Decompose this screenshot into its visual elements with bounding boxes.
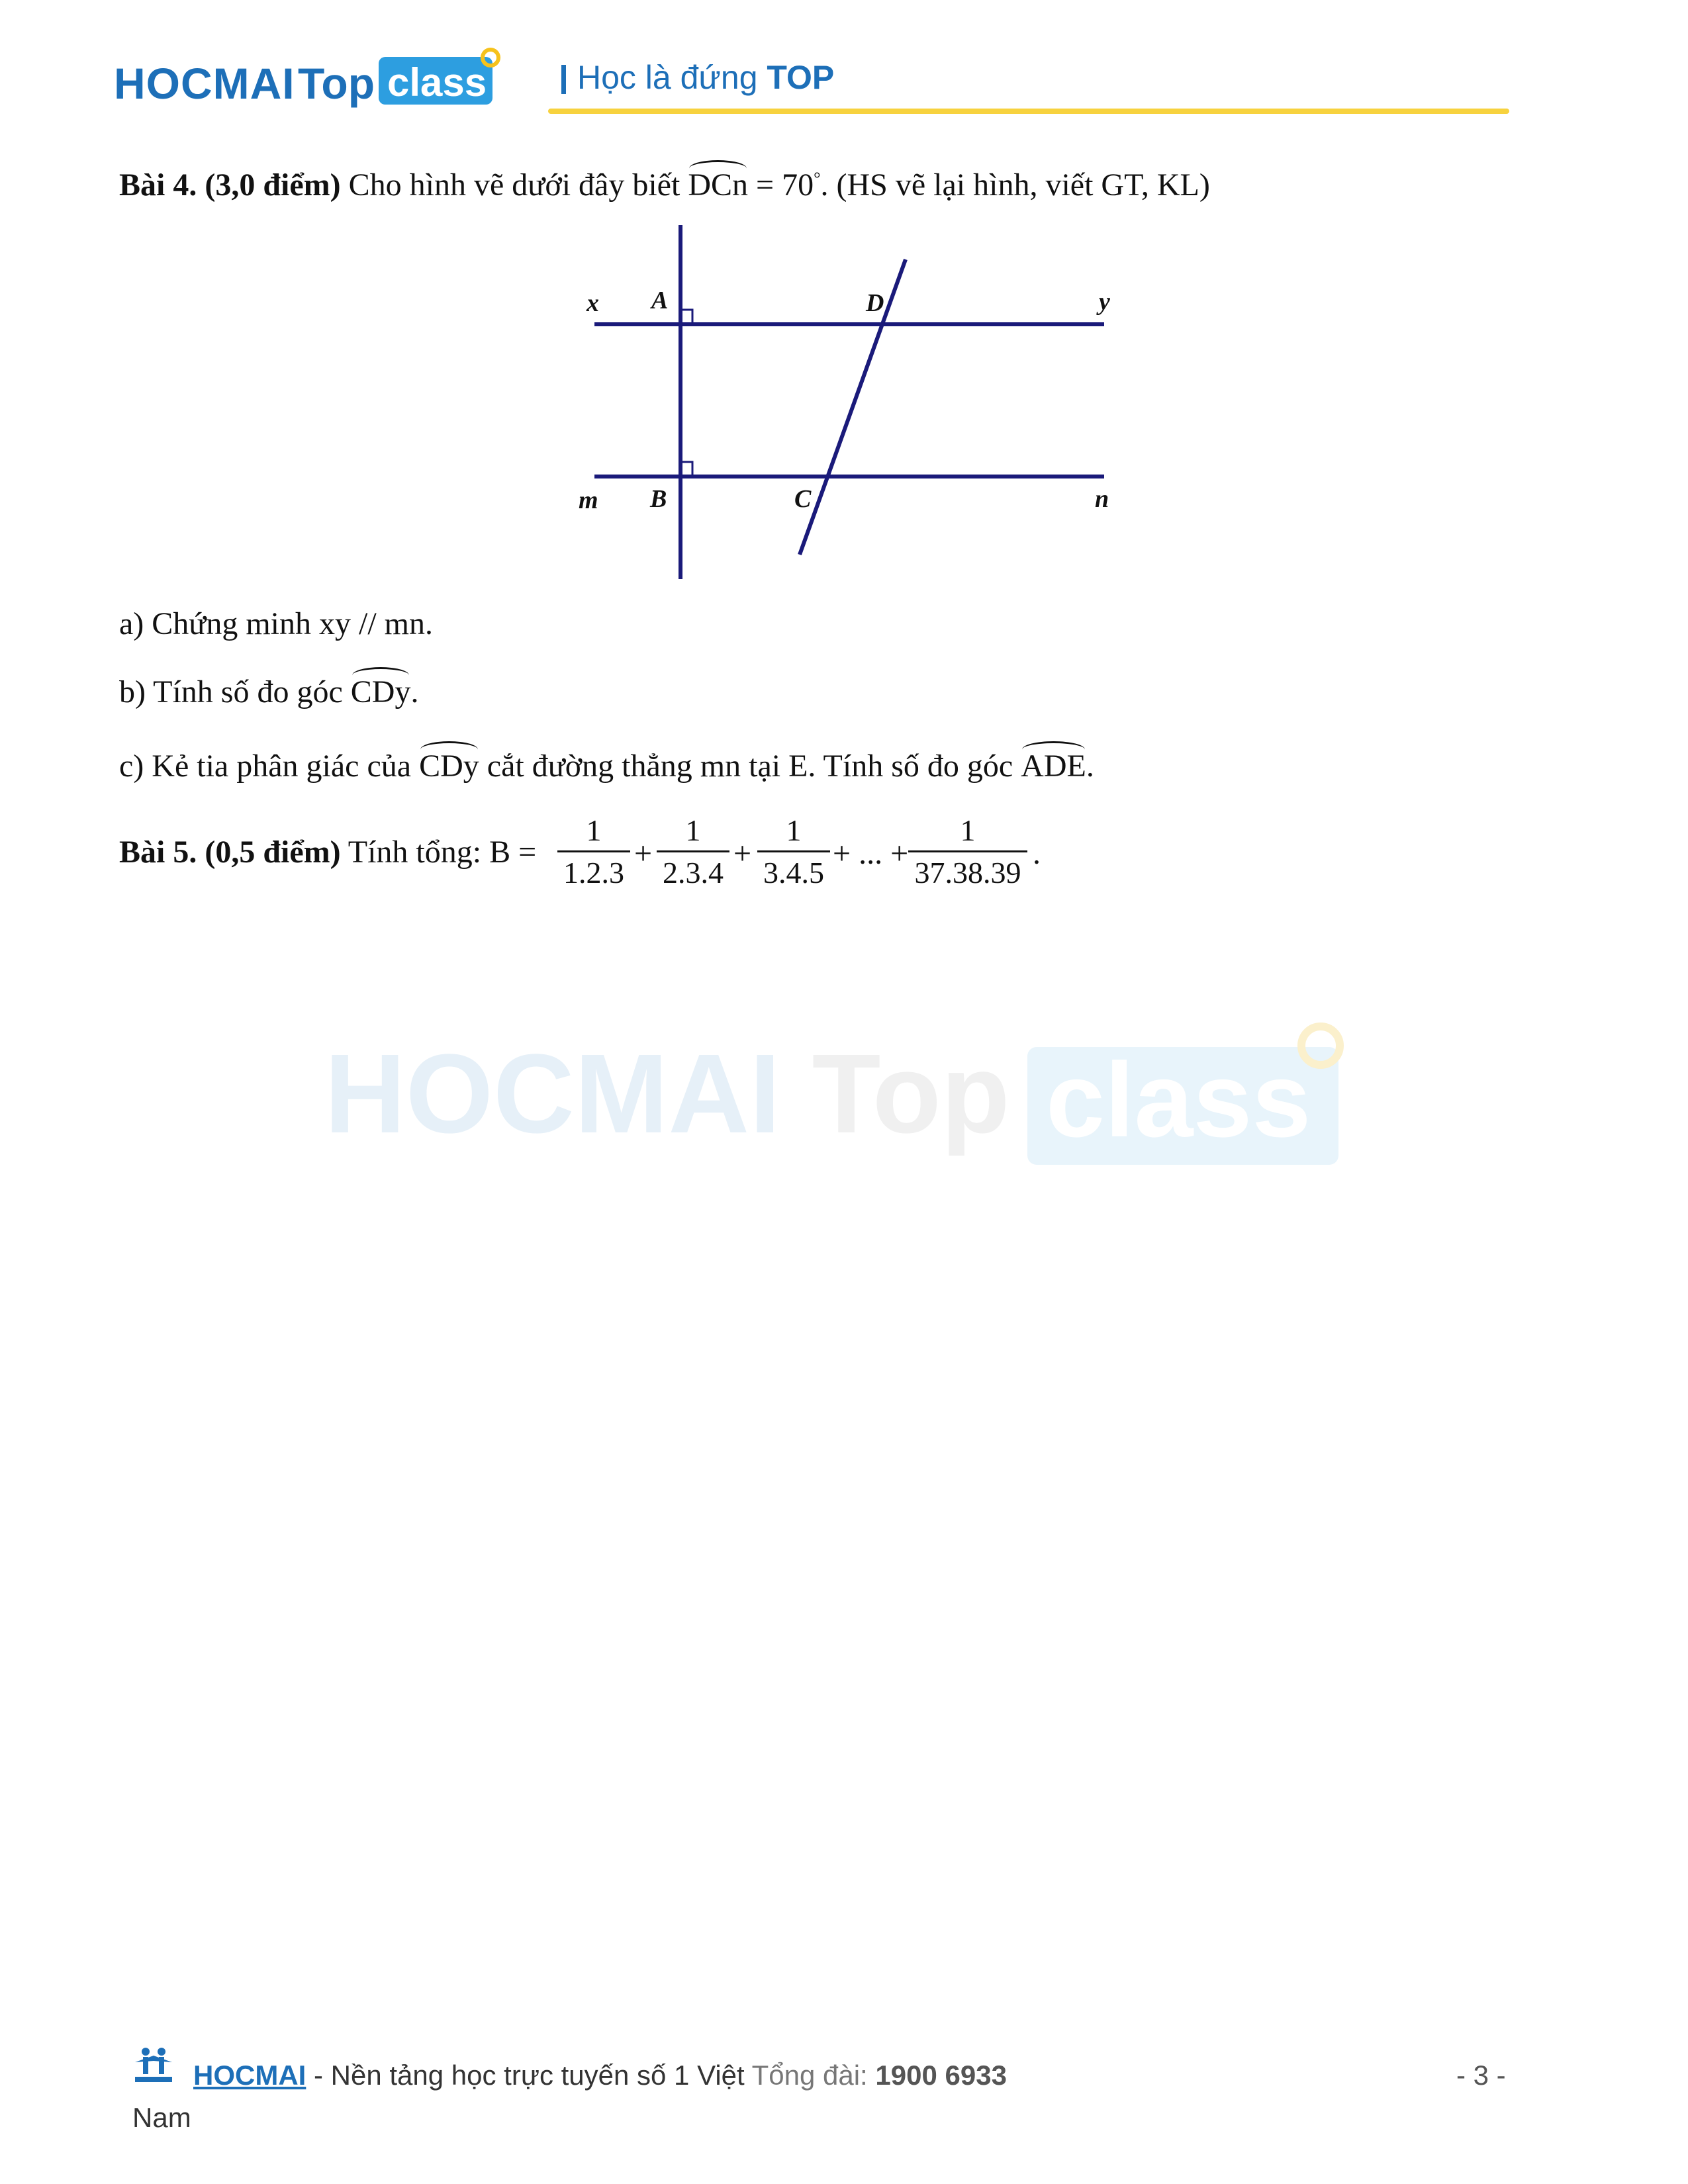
part-c-mid: cắt đường thẳng mn tại E. Tính số đo góc bbox=[479, 749, 1021, 784]
logo-hocmai: HOCMAI bbox=[114, 59, 295, 108]
slogan-text: Học là đứng bbox=[577, 59, 767, 96]
watermark-logo bbox=[324, 1029, 1010, 1159]
part-c-angle-ade: ADE bbox=[1021, 749, 1086, 784]
bai5-label: Bài 5. (0,5 điểm) bbox=[119, 835, 341, 870]
part-c-angle-cdy: CDy bbox=[419, 749, 479, 784]
label-d: D bbox=[866, 289, 884, 317]
fraction-4 bbox=[908, 813, 1027, 890]
watermark-hocmai: HOCMAI bbox=[324, 1031, 781, 1157]
label-x: x bbox=[586, 289, 599, 317]
fraction-1-num: 1 bbox=[557, 813, 630, 852]
part-b-angle: CDy bbox=[350, 674, 411, 709]
slogan-divider bbox=[561, 65, 566, 94]
footer-hotline: 1900 6933 bbox=[875, 2060, 1007, 2091]
bai4-eq: = 70 bbox=[748, 167, 814, 203]
part-c-prefix: c) Kẻ tia phân giác của bbox=[119, 749, 420, 784]
footer-hotline-label: Tổng đài: bbox=[751, 2060, 876, 2091]
label-a: A bbox=[651, 287, 669, 314]
watermark-top: Top bbox=[812, 1031, 1010, 1157]
bai5-end: . bbox=[1033, 836, 1041, 871]
plus-2: + bbox=[733, 836, 752, 871]
fraction-2 bbox=[657, 813, 729, 890]
fraction-1-den: 1.2.3 bbox=[563, 856, 624, 889]
bai4-label: Bài 4. (3,0 điểm) bbox=[119, 167, 341, 203]
part-c-suffix: . bbox=[1086, 749, 1094, 784]
fraction-2-den: 2.3.4 bbox=[663, 856, 724, 889]
logo-class: class bbox=[387, 60, 487, 105]
label-n: n bbox=[1095, 485, 1109, 513]
watermark-sun-icon bbox=[1297, 1023, 1344, 1069]
plus-dots: + ... + bbox=[833, 836, 909, 871]
bai4-heading bbox=[119, 167, 1210, 203]
slogan bbox=[577, 58, 834, 97]
footer-text: - Nền tảng học trực tuyến số 1 Việt bbox=[306, 2060, 752, 2091]
fraction-4-den: 37.38.39 bbox=[914, 856, 1021, 889]
label-b: B bbox=[650, 485, 667, 513]
footer-line-2: Nam bbox=[132, 2102, 191, 2133]
fraction-4-num: 1 bbox=[908, 813, 1027, 852]
fraction-3-num: 1 bbox=[757, 813, 830, 852]
bai5-intro: Tính tổng: B = bbox=[340, 835, 537, 870]
header-underline bbox=[548, 109, 1509, 114]
logo-top: Top bbox=[298, 59, 375, 108]
bai4-part-a: a) Chứng minh xy // mn. bbox=[119, 606, 433, 641]
bai4-angle-dcn: DCn bbox=[688, 167, 748, 203]
geometry-figure bbox=[569, 218, 1152, 589]
label-y: y bbox=[1099, 288, 1110, 316]
hocmai-footer-icon bbox=[132, 2046, 176, 2086]
label-c: C bbox=[794, 485, 812, 513]
bai4-part-c bbox=[119, 748, 1094, 784]
fraction-3-den: 3.4.5 bbox=[763, 856, 824, 889]
footer-line bbox=[193, 2060, 1007, 2091]
bai4-part-b bbox=[119, 674, 418, 710]
bai4-deg: ° bbox=[814, 169, 821, 188]
fraction-1 bbox=[557, 813, 630, 890]
logo-sun-icon bbox=[481, 48, 500, 68]
fraction-3 bbox=[757, 813, 830, 890]
footer-brand-link[interactable]: HOCMAI bbox=[193, 2060, 306, 2091]
label-m: m bbox=[579, 486, 598, 514]
watermark-class: class bbox=[1046, 1040, 1311, 1159]
slogan-bold: TOP bbox=[767, 59, 835, 96]
bai4-tail: . (HS vẽ lại hình, viết GT, KL) bbox=[820, 167, 1210, 203]
part-b-suffix: . bbox=[410, 674, 419, 709]
fraction-2-num: 1 bbox=[657, 813, 729, 852]
bai5-heading bbox=[119, 834, 536, 870]
part-b-prefix: b) Tính số đo góc bbox=[119, 674, 351, 709]
bai4-intro: Cho hình vẽ dưới đây biết bbox=[340, 167, 688, 203]
page-number: - 3 - bbox=[1456, 2060, 1506, 2091]
plus-1: + bbox=[634, 836, 653, 871]
line-cd bbox=[800, 259, 906, 555]
